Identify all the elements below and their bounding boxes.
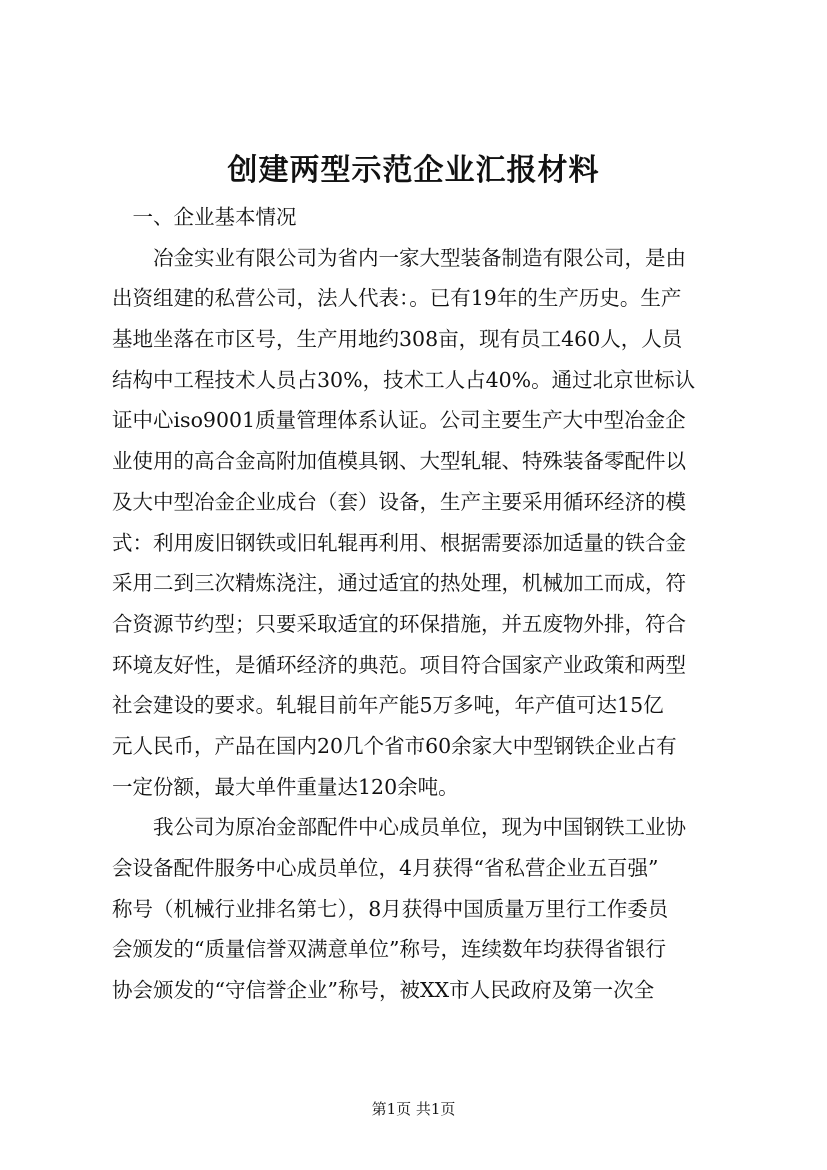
paragraph-line: 式：利用废旧钢铁或旧轧辊再利用、根据需要添加适量的铁合金 (112, 530, 686, 555)
paragraph-line: 协会颁发的“守信誉企业”称号，被XX市人民政府及第一次全 (112, 978, 655, 1003)
paragraph-line: 基地坐落在市区号，生产用地约308亩，现有员工460人，人员 (112, 327, 683, 352)
paragraph-line: 合资源节约型；只要采取适宜的环保措施，并五废物外排，符合 (112, 611, 686, 636)
document-body (112, 197, 724, 1011)
paragraph-line: 元人民币，产品在国内20几个省市60余家大中型钢铁企业占有 (112, 733, 677, 758)
paragraph-line: 环境友好性，是循环经济的典范。项目符合国家产业政策和两型 (112, 652, 686, 677)
paragraph-line: 我公司为原冶金部配件中心成员单位，现为中国钢铁工业协 (112, 815, 686, 840)
paragraph-line: 冶金实业有限公司为省内一家大型装备制造有限公司，是由 (112, 245, 686, 270)
paragraph-line: 社会建设的要求。轧辊目前年产能5万多吨，年产值可达15亿 (112, 693, 664, 718)
paragraph-line: 出资组建的私营公司，法人代表：。已有19年的生产历史。生产 (112, 286, 682, 311)
paragraph-line: 会设备配件服务中心成员单位，4月获得“省私营企业五百强” (112, 856, 659, 880)
paragraph-line: 证中心iso9001质量管理体系认证。公司主要生产大中型冶金企 (112, 408, 686, 433)
paragraph-line: 称号（机械行业排名第七），8月获得中国质量万里行工作委员 (112, 896, 669, 921)
page-number-footer: 第1页 共1页 (371, 1100, 456, 1118)
paragraph-line: 业使用的高合金高附加值模具钢、大型轧辊、特殊装备零配件以 (112, 449, 686, 474)
section-heading: 一、企业基本情况 (112, 205, 297, 229)
paragraph-line: 及大中型冶金企业成台（套）设备，生产主要采用循环经济的模 (112, 489, 686, 514)
paragraph-line: 采用二到三次精炼浇注，通过适宜的热处理，机械加工而成，符 (112, 571, 686, 596)
paragraph-line: 会颁发的“质量信誉双满意单位”称号，连续数年均获得省银行 (112, 937, 666, 962)
paragraph-line: 结构中工程技术人员占30%，技术工人占40%。通过北京世标认 (112, 367, 696, 392)
paragraph-line: 一定份额，最大单件重量达120余吨。 (112, 774, 459, 799)
document-title: 创建两型示范企业汇报材料 (227, 153, 600, 188)
